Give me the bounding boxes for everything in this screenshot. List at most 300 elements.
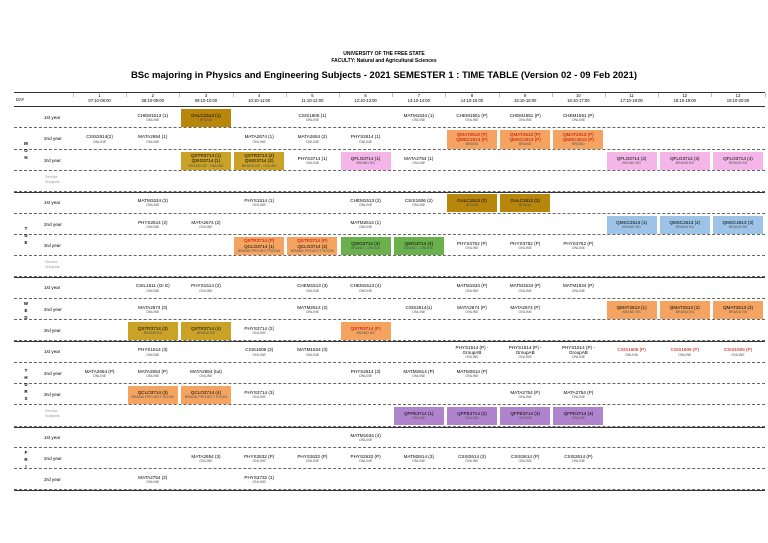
class-slot xyxy=(660,343,710,361)
course-code: CHEM1551 (P) xyxy=(456,113,488,118)
venue-label: ONLINE xyxy=(358,459,373,463)
class-slot xyxy=(447,130,497,148)
period-number: 9 xyxy=(524,93,527,98)
course-code: CSIS1606 (3) xyxy=(245,347,274,353)
class-slot xyxy=(394,152,444,170)
row-divider xyxy=(14,319,765,320)
period-header xyxy=(179,93,232,103)
class-slot xyxy=(660,216,710,234)
class-slot xyxy=(500,407,550,425)
class-slot xyxy=(500,279,550,297)
venue-label: BRAND BS xyxy=(728,224,748,229)
course-code: MATA2754 (2) xyxy=(138,475,168,481)
course-code: MATA2674 (2) xyxy=(191,219,221,225)
course-code: QSTR3714 (4) xyxy=(191,326,221,331)
class-slot xyxy=(447,365,497,383)
class-slot xyxy=(181,386,231,404)
course-code: QMAT2613 (2) xyxy=(669,304,700,310)
course-code: PHYS1514 (P) - xyxy=(561,344,595,350)
class-slot xyxy=(553,130,603,148)
course-code-secondary: GroupAB xyxy=(515,350,535,355)
venue-label: ONLINE xyxy=(465,416,479,421)
venue-label: ONLINE xyxy=(571,288,586,293)
venue-label: BRAND BS xyxy=(622,224,641,229)
venue-label: ONLINE xyxy=(571,416,586,421)
venue-label: ONLINE xyxy=(252,395,266,400)
course-code: MATA2674 (1) xyxy=(244,134,274,140)
class-slot xyxy=(500,450,550,468)
class-slot xyxy=(287,301,337,319)
venue-label: ONLINE xyxy=(465,355,479,360)
venue-label: BRAND BS xyxy=(728,309,748,314)
class-slot xyxy=(287,237,337,255)
venue-label: ONLINE xyxy=(412,459,426,463)
course-code: PHYS3752 (P) xyxy=(510,240,541,246)
period-time: 17:10-18:00 xyxy=(620,98,643,103)
class-slot xyxy=(341,450,391,468)
course-code: PHYS2632 (P) xyxy=(244,453,275,459)
class-slot xyxy=(713,301,763,319)
venue-label: ONLINE xyxy=(305,160,320,165)
period-number: 12 xyxy=(682,93,688,98)
course-code: QFPE3714 (2) xyxy=(457,411,487,417)
venue-label: ONLINE xyxy=(518,416,532,421)
period-header xyxy=(552,93,605,103)
venue-label: ONLINE xyxy=(465,459,479,463)
class-slot xyxy=(500,237,550,255)
class-slot xyxy=(500,386,550,404)
period-header xyxy=(445,93,498,103)
venue-label: ONLINE xyxy=(358,437,373,442)
course-code: GALC1513 (3) xyxy=(510,198,540,204)
period-number: 10 xyxy=(576,93,581,98)
course-code: CHEM1513 (4) xyxy=(350,283,381,289)
class-slot xyxy=(234,322,284,340)
venue-label: ONLINE xyxy=(571,395,586,400)
course-code: PHYS3752 (P) xyxy=(563,240,594,246)
course-code-secondary: GroupAB xyxy=(568,350,588,355)
class-slot xyxy=(128,130,178,148)
year-label: 1st year xyxy=(44,115,61,120)
venue-label: BRAND xyxy=(518,142,532,147)
year-label: 2nd year xyxy=(44,306,62,312)
course-code: CHEM1513 (1) xyxy=(137,113,169,118)
course-code: QSTR3714 (P) xyxy=(297,238,328,244)
class-slot xyxy=(234,450,284,468)
course-code: MATM2614 (P) xyxy=(403,368,435,374)
year-label: 2nd year xyxy=(44,455,62,461)
column-divider xyxy=(658,93,659,97)
course-code: PHYS2632 (P) xyxy=(297,453,328,459)
row-divider xyxy=(14,468,765,469)
class-slot xyxy=(287,130,337,148)
course-code: MATA2654 (3) xyxy=(191,453,221,459)
venue-label: BRAND xyxy=(465,142,479,147)
year-label: 3rd year xyxy=(44,391,61,397)
venue-label: BRAND xyxy=(572,142,585,147)
class-slot xyxy=(394,450,444,468)
year-label: 1st year xyxy=(44,285,61,291)
venue-label: BRAND - ONLINE xyxy=(404,246,434,250)
year-label: 2nd year xyxy=(44,136,62,142)
class-slot xyxy=(128,322,178,340)
venue-label: BRAND xyxy=(465,203,479,208)
venue-label: ONLINE xyxy=(465,288,479,293)
class-slot xyxy=(341,365,391,383)
venue-label: ONLINE xyxy=(146,288,160,293)
year-label: 1st year xyxy=(44,434,61,440)
period-time: 18:10-19:00 xyxy=(673,98,696,103)
class-slot xyxy=(181,365,231,383)
row-divider xyxy=(14,383,765,384)
class-slot xyxy=(500,109,550,127)
course-code: MATA2674 (P) xyxy=(457,304,487,310)
class-slot xyxy=(181,216,231,234)
course-code: QSIG3714 (3) xyxy=(351,240,380,246)
period-header xyxy=(392,93,445,103)
venue-label: ONLINE xyxy=(252,352,266,357)
course-code: MATM1534 (2) xyxy=(137,198,168,204)
course-code: PHYS3714 (1) xyxy=(297,155,328,161)
column-divider xyxy=(552,93,553,97)
course-code: CSIS2614 (3) xyxy=(458,453,486,459)
row-divider xyxy=(14,127,765,128)
venue-label: ONLINE xyxy=(146,352,160,357)
period-header xyxy=(286,93,339,103)
class-slot xyxy=(181,322,231,340)
venue-label: ONLINE xyxy=(518,118,532,123)
course-code: CSIS1606 (2) xyxy=(404,198,433,204)
course-code: MATM1534 (4) xyxy=(350,432,381,438)
column-divider xyxy=(765,93,766,97)
course-code: CSIS2614 (P) xyxy=(564,453,593,459)
column-divider xyxy=(339,93,340,97)
period-time: 09:10-10:00 xyxy=(194,98,218,103)
venue-label: ONLINE xyxy=(624,352,639,357)
class-slot xyxy=(128,343,178,361)
course-code: QSTR3714 (3) xyxy=(137,326,168,331)
class-slot xyxy=(341,216,391,234)
course-code: QFLO3714 (1) xyxy=(350,155,381,161)
venue-label: ONLINE xyxy=(358,203,373,208)
venue-label: ONLINE xyxy=(146,118,160,123)
venue-label: ONLINE xyxy=(678,352,692,357)
course-code-secondary: QMSC2613 (P) xyxy=(456,137,488,142)
row-divider xyxy=(14,149,765,150)
course-code: MATM2614 (2) xyxy=(297,304,328,310)
class-slot xyxy=(181,109,231,127)
class-slot xyxy=(128,386,178,404)
course-code: QSIG3714 (4) xyxy=(404,240,434,246)
venue-label: ONLINE xyxy=(199,459,213,463)
university-name: UNIVERSITY OF THE FREE STATE xyxy=(343,51,425,57)
course-code: CSIS1606 (P) xyxy=(617,347,646,353)
class-slot xyxy=(713,343,763,361)
class-slot xyxy=(607,152,657,170)
course-code: QFPE3714 (4) xyxy=(563,411,594,417)
venue-label: BRAND BS - ONLINE xyxy=(188,163,224,168)
class-slot xyxy=(128,279,178,297)
course-code: PHYS1514 (P) - xyxy=(508,344,542,350)
course-code: MATM1534 (P) xyxy=(562,283,594,289)
venue-label: BRAND BS xyxy=(675,160,694,165)
course-code-secondary: QCLO3714 (1) xyxy=(244,243,275,249)
class-slot xyxy=(660,301,710,319)
venue-label: BRAND BS xyxy=(675,224,694,229)
venue-label: ONLINE xyxy=(518,459,532,463)
venue-label: ONLINE xyxy=(252,139,266,144)
venue-label: BRAND xyxy=(518,203,532,208)
venue-label: ONLINE xyxy=(146,480,160,485)
class-slot xyxy=(341,194,391,212)
row-divider xyxy=(14,341,765,342)
period-time: 10:10-11:00 xyxy=(248,98,271,103)
period-time: 16:10-17:00 xyxy=(567,98,590,103)
course-code: QMSC2613 (3) xyxy=(722,219,754,225)
course-code: CSIL1511 (Gr E) xyxy=(135,283,170,289)
venue-label: ONLINE xyxy=(518,288,532,293)
column-divider xyxy=(605,93,606,97)
venue-label: ONLINE xyxy=(571,355,586,360)
day-column-header: DAY xyxy=(16,97,25,102)
course-code: MATM2614 (3) xyxy=(403,453,434,459)
class-slot xyxy=(607,216,657,234)
venue-label: ONLINE xyxy=(199,224,213,229)
class-slot xyxy=(341,429,391,447)
course-code: QMSC2613 (1) xyxy=(616,219,648,225)
venue-label: ONLINE xyxy=(465,373,479,378)
column-divider xyxy=(445,93,446,97)
venue-label: ONLINE xyxy=(465,118,479,123)
course-code: MATA2654 (P) xyxy=(137,368,168,374)
venue-label: ONLINE xyxy=(358,224,373,229)
venue-label: BRAND BS xyxy=(728,160,748,165)
period-number: 3 xyxy=(204,93,208,98)
course-code: CHEM1551 (P) xyxy=(509,113,541,118)
class-slot xyxy=(234,237,284,255)
venue-label: ONLINE xyxy=(252,331,266,336)
venue-label: ONLINE xyxy=(199,288,213,293)
venue-label: ONLINE xyxy=(252,203,266,208)
class-slot xyxy=(447,343,497,361)
venue-label: BRAND BS xyxy=(196,331,216,336)
class-slot xyxy=(553,386,603,404)
class-slot xyxy=(128,109,178,127)
course-code: QMAT2613 (P) xyxy=(509,131,541,137)
venue-label: BRAND BS xyxy=(356,331,375,336)
year-label: 2nd year xyxy=(44,221,62,227)
period-time: 12:10-13:00 xyxy=(354,98,377,103)
course-code: CSIS2614(2) xyxy=(86,134,113,140)
course-code: MATM1534 (1) xyxy=(403,113,434,118)
venue-label: ONLINE xyxy=(305,118,320,123)
class-slot xyxy=(234,386,284,404)
course-code: PHYS1514 (1) xyxy=(244,198,274,204)
course-code: QSTR3714 (1) xyxy=(191,153,221,159)
class-slot xyxy=(447,237,497,255)
class-slot xyxy=(713,152,763,170)
row-divider xyxy=(14,255,765,256)
course-code: CSIS1606 (P) xyxy=(723,347,753,353)
course-code-secondary: QSIG3714 (2) xyxy=(244,158,274,164)
period-time: 13:10-14:00 xyxy=(407,98,430,103)
course-code-secondary: QSIG3714 (1) xyxy=(191,158,221,164)
row-divider xyxy=(14,447,765,448)
course-code: QSTR3714 (P) xyxy=(350,326,381,331)
class-slot xyxy=(660,152,710,170)
period-time: 14:10-15:00 xyxy=(460,98,484,103)
course-code: PHYS1514 (P) - xyxy=(455,344,489,350)
venue-label: BRAND BS - ONLINE xyxy=(241,163,277,168)
class-slot xyxy=(234,130,284,148)
column-divider xyxy=(179,93,180,97)
course-code: CSIS1606 (1) xyxy=(298,113,327,118)
venue-label: BRAND PROJECT ROOM xyxy=(237,248,281,253)
class-slot xyxy=(341,237,391,255)
course-code: MATA2754 (1) xyxy=(404,155,434,161)
period-header xyxy=(658,93,711,103)
venue-label: BRAND BS xyxy=(622,160,641,165)
period-header xyxy=(499,93,552,103)
service-subjects-label: Service Subjects xyxy=(45,409,60,419)
course-code: QMAT2613 (P) xyxy=(456,131,488,137)
course-code: MATA2754 (P) xyxy=(510,389,541,395)
period-time: 08:10-09:00 xyxy=(141,98,164,103)
column-divider xyxy=(233,93,234,97)
course-code: MATM2614 (P) xyxy=(456,368,488,374)
period-header xyxy=(339,93,392,103)
venue-label: ONLINE xyxy=(412,203,426,208)
class-slot xyxy=(128,301,178,319)
period-header xyxy=(233,93,286,103)
period-time: 11:10-12:00 xyxy=(301,98,324,103)
class-slot xyxy=(394,194,444,212)
venue-label: ONLINE xyxy=(358,139,373,144)
venue-label: ONLINE xyxy=(571,246,586,250)
venue-label: ONLINE xyxy=(412,373,426,378)
course-code: MATM1534 (P) xyxy=(456,283,488,289)
venue-label: ONLINE xyxy=(412,160,426,165)
class-slot xyxy=(181,450,231,468)
class-slot xyxy=(287,109,337,127)
venue-label: BRAND PROJECT ROOM xyxy=(131,395,175,400)
course-code: CSIS2614 (P) xyxy=(511,453,540,459)
venue-label: ONLINE xyxy=(92,373,107,378)
class-slot xyxy=(287,450,337,468)
year-label: 3rd year xyxy=(44,242,61,248)
course-code: CSIS1606 (P) xyxy=(670,347,699,353)
period-header xyxy=(126,93,179,103)
course-code: MATA2674 (3) xyxy=(138,304,168,310)
class-slot xyxy=(447,279,497,297)
class-slot xyxy=(553,343,603,361)
class-slot xyxy=(181,152,231,170)
venue-label: BRAND BS xyxy=(622,309,641,314)
course-code: CHEM1513 (3) xyxy=(297,283,328,289)
column-divider xyxy=(126,93,127,97)
venue-label: ONLINE xyxy=(305,459,320,463)
venue-label: ONLINE xyxy=(518,309,532,314)
period-number: 13 xyxy=(735,93,741,98)
class-slot xyxy=(234,471,284,489)
row-divider xyxy=(14,362,765,363)
class-slot xyxy=(553,450,603,468)
venue-label: ONLINE xyxy=(305,139,320,144)
class-slot xyxy=(287,279,337,297)
venue-label: BRAND BS xyxy=(675,309,694,314)
year-label: 2nd year xyxy=(44,370,62,376)
period-time: 19:10-20:00 xyxy=(726,98,750,103)
course-code: PHYS2614 (3) xyxy=(350,368,381,374)
class-slot xyxy=(394,109,444,127)
class-slot xyxy=(234,194,284,212)
course-code: CHEM1551 (P) xyxy=(562,113,594,118)
row-divider xyxy=(14,277,765,278)
venue-label: BRAND BS xyxy=(143,331,162,336)
period-header xyxy=(605,93,658,103)
course-code-secondary: QMSC2613 (P) xyxy=(562,137,595,142)
day-label: W E D xyxy=(23,300,29,320)
venue-label: ONLINE xyxy=(518,395,532,400)
period-number: 2 xyxy=(151,93,154,98)
course-code: GALC1513 (2) xyxy=(457,198,487,204)
course-code: MATA2654 (tut) xyxy=(190,368,222,374)
course-code: QCLO3714 (4) xyxy=(190,389,222,395)
class-slot xyxy=(128,365,178,383)
day-label: T H U R S xyxy=(24,368,28,402)
course-code: PHYS2632 (P) xyxy=(350,453,381,459)
class-slot xyxy=(287,152,337,170)
class-slot xyxy=(234,343,284,361)
row-divider xyxy=(14,490,765,491)
venue-label: BRAND PROJECT ROOM xyxy=(184,395,228,400)
venue-label: ONLINE xyxy=(146,203,160,208)
class-slot xyxy=(713,216,763,234)
row-divider xyxy=(14,213,765,214)
class-slot xyxy=(394,237,444,255)
course-code: PHYS1514 (3) xyxy=(137,347,168,353)
page-title: BSc majoring in Physics and Engineering Subjects - 2021 SEMESTER 1 : TIME TABLE (Version 02 - 09 Feb 2021) xyxy=(130,70,638,81)
faculty-name: FACULTY: Natural and Agricultural Sciences xyxy=(331,58,437,64)
class-slot xyxy=(287,343,337,361)
class-slot xyxy=(553,407,603,425)
class-slot xyxy=(553,237,603,255)
venue-label: ONLINE xyxy=(465,309,479,314)
course-code: PHYS3714 (2) xyxy=(244,326,274,331)
venue-label: ONLINE xyxy=(305,309,320,314)
course-code: QMSC2613 (2) xyxy=(669,219,701,225)
class-slot xyxy=(75,365,125,383)
period-number: 6 xyxy=(364,93,367,98)
column-divider xyxy=(499,93,500,97)
venue-label: ONLINE xyxy=(252,459,266,463)
course-code: MATM2614 (1) xyxy=(350,219,381,225)
venue-label: ONLINE xyxy=(465,246,479,250)
class-slot xyxy=(128,471,178,489)
column-divider xyxy=(73,93,74,97)
class-slot xyxy=(394,365,444,383)
venue-label: ONLINE xyxy=(146,139,160,144)
course-code: PHYS3732 (1) xyxy=(244,475,274,481)
period-time: 15:10-16:00 xyxy=(514,98,537,103)
class-slot xyxy=(341,322,391,340)
class-slot xyxy=(447,450,497,468)
course-code: QMAT2613 (3) xyxy=(722,304,753,310)
course-code: QMAT2613 (1) xyxy=(616,304,647,310)
class-slot xyxy=(553,279,603,297)
year-label: 1st year xyxy=(44,349,61,355)
class-slot xyxy=(447,407,497,425)
